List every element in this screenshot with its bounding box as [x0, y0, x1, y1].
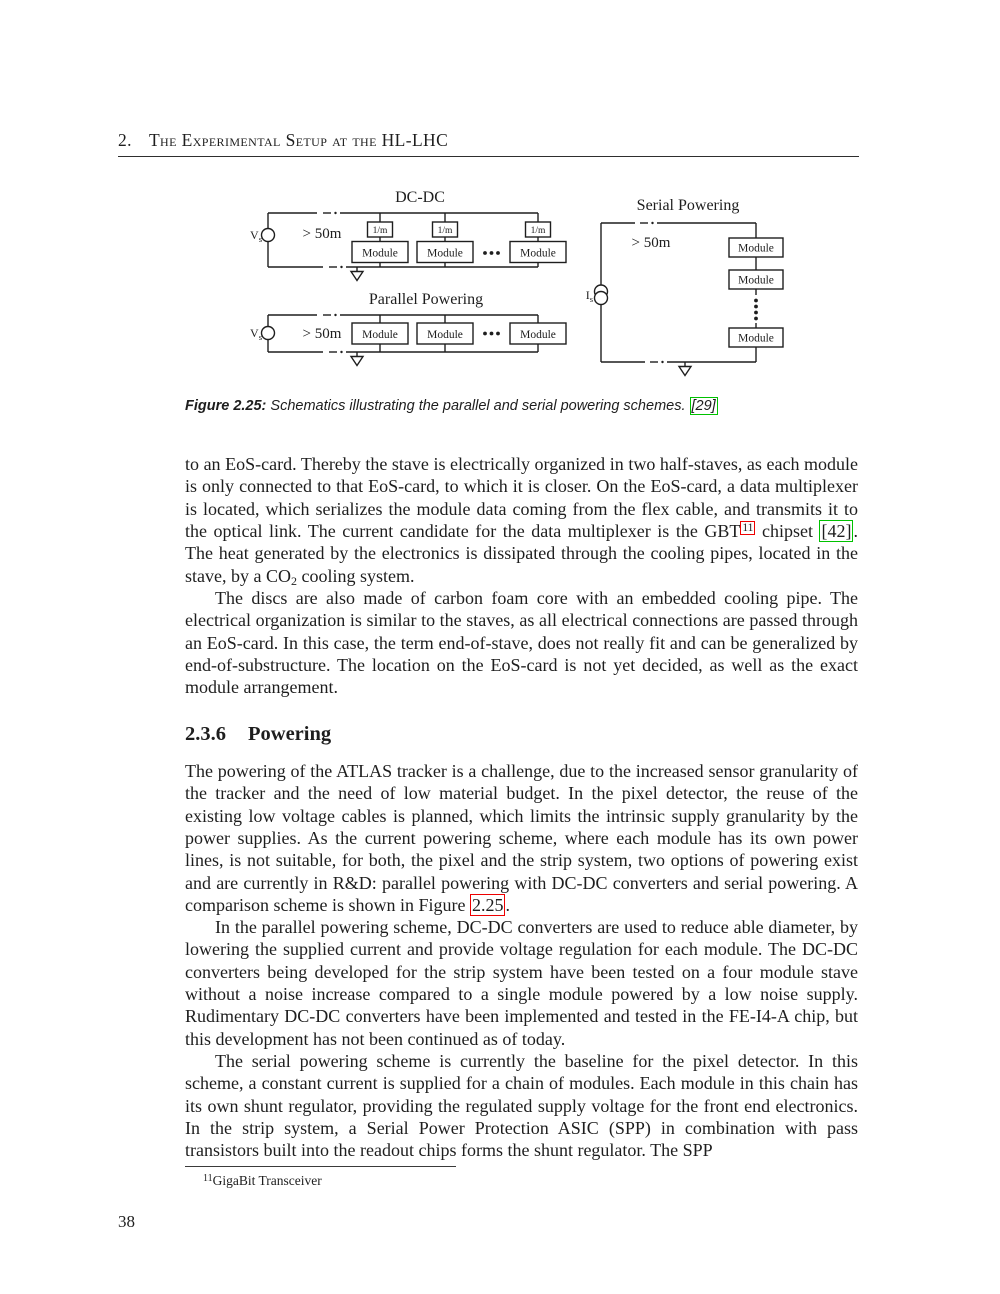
- figure-2-25-schematic: [245, 185, 870, 390]
- section-title: Powering: [248, 723, 332, 745]
- dcdc-converter-label: 1/m: [372, 226, 388, 236]
- parallel-module-label: Module: [427, 329, 463, 341]
- caption-text: Schematics illustrating the parallel and serial powering schemes.: [270, 398, 686, 414]
- serial-cable-length-label: > 50m: [631, 235, 671, 251]
- serial-circuit: [586, 197, 783, 376]
- serial-module-label: Module: [738, 274, 774, 287]
- dcdc-converter-label: 1/m: [437, 226, 453, 236]
- footnote-text: GigaBit Transceiver: [212, 1173, 322, 1188]
- section-heading: [185, 723, 858, 746]
- figure-caption: [185, 398, 865, 414]
- wire-break-dot: [661, 361, 663, 363]
- ellipsis-dots: [483, 251, 500, 255]
- p1-text: to an EoS-card. Thereby the stave is electrically organized in two half-staves, as each module is only connected to that EoS-card, to which it is closer. On the EoS-card, a data multiplexer is located, which serializes the module data coming from the flex cable, and transmits it to the optical link. The current candidate for the data multiplexer is the GBT: [185, 454, 858, 542]
- paragraph-1: [185, 453, 858, 587]
- serial-source-label: $I_s$: [585, 288, 593, 304]
- page-number: 38: [118, 1212, 135, 1231]
- citation-link-42[interactable]: [42]: [821, 521, 852, 542]
- citation-link-29[interactable]: [29]: [691, 398, 716, 414]
- parallel-source-label: $V_s$: [250, 326, 262, 342]
- wire-break-dot: [651, 222, 653, 224]
- chapter-number: 2.: [118, 130, 132, 150]
- paragraph-5: [185, 1050, 858, 1162]
- dcdc-source-label: $V_s$: [250, 228, 262, 244]
- chapter-title: The Experimental Setup at the HL-LHC: [148, 130, 449, 150]
- dcdc-title: DC-DC: [395, 189, 445, 206]
- ground-icon: [679, 367, 691, 376]
- footnote-rule: [185, 1166, 456, 1167]
- paragraph-4: [185, 916, 858, 1050]
- dcdc-module-label: Module: [362, 247, 398, 260]
- wire-break-dot: [340, 351, 342, 353]
- serial-module-label: Module: [738, 242, 774, 255]
- caption-label: Figure 2.25:: [185, 398, 267, 414]
- footnote-ref-link[interactable]: 11: [742, 522, 754, 535]
- p1-text: chipset: [755, 521, 820, 542]
- ellipsis-dots: [483, 332, 500, 336]
- dcdc-cable-length-label: > 50m: [302, 226, 342, 242]
- wire-break-dot: [334, 212, 336, 214]
- current-source-icon: [595, 292, 608, 305]
- wire-break-dot: [334, 314, 336, 316]
- figure-ref-link[interactable]: 2.25: [471, 895, 504, 916]
- serial-title: Serial Powering: [636, 197, 740, 214]
- voltage-source-icon: [262, 229, 275, 242]
- section-number: 2.3.6: [185, 723, 226, 745]
- parallel-cable-length-label: > 50m: [302, 326, 342, 342]
- parallel-title: Parallel Powering: [368, 291, 484, 308]
- ground-icon: [351, 272, 363, 281]
- p3-text: .: [505, 895, 510, 916]
- dcdc-module-label: Module: [520, 247, 556, 260]
- parallel-module-label: Module: [362, 329, 398, 341]
- dcdc-converter-label: 1/m: [530, 226, 546, 236]
- footnote: [203, 1173, 703, 1189]
- serial-module-label: Module: [738, 332, 774, 345]
- chapter-header: [118, 130, 859, 157]
- voltage-source-icon: [262, 327, 275, 340]
- powering-schemes-svg: [245, 185, 870, 390]
- paragraph-2: [185, 587, 858, 699]
- parallel-module-label: Module: [520, 329, 556, 341]
- p2-text: The discs are also made of carbon foam core with an embedded cooling pipe. The electrical organization is similar to the staves, as all electrical connections are passed through an EoS-card. In this case, the term end-of-stave, does not really fit and can be generalized by end-of-substructure. The location on the EoS-card is not yet decided, as well as the exact module arrangement.: [185, 588, 858, 698]
- dcdc-module-label: Module: [427, 247, 463, 260]
- footnote-marker: 11: [203, 1173, 213, 1184]
- wire-break-dot: [340, 266, 342, 268]
- dcdc-circuit: [250, 189, 566, 281]
- ground-icon: [351, 357, 363, 366]
- parallel-circuit: [250, 291, 566, 366]
- paragraph-3: [185, 760, 858, 916]
- p3-text: The powering of the ATLAS tracker is a challenge, due to the increased sensor granularity of the tracker and the need of low material budget. In the pixel detector, the reuse of the existing low voltage cables is planned, which limits the intrinsic supply granularity by the power supplies. As the current powering scheme, where each module has its own power lines, is not suitable, for both, the pixel and the strip system, two options of powering exist and are currently in R&D: parallel powering with DC-DC converters and serial powering. A comparison scheme is shown in Figure: [185, 761, 858, 916]
- p1-text: cooling system.: [296, 565, 415, 586]
- p1-text: . The heat generated by the electronics is dissipated through the cooling pipes, located in the stave, by a CO: [185, 521, 858, 586]
- co2-subscript: 2: [290, 573, 297, 588]
- p5-text: The serial powering scheme is currently the baseline for the pixel detector. In this scheme, a constant current is supplied for a chain of modules. Each module in this chain has its own shunt regulator, providing the regulated supply voltage for the front end electronics. In the strip system, a Serial Power Protection ASIC (SPP) in combination with pass transistors built into the readout chips forms the shunt regulator. The SPP: [185, 1051, 858, 1161]
- p4-text: In the parallel powering scheme, DC-DC converters are used to reduce able diameter, by lowering the supplied current and provide voltage regulation for each module. The DC-DC converters being developed for the strip system have been tested on a four module stave without a noise increase compared to a single module powered by a low noise supply. Rudimentary DC-DC converters have been implemented and tested in the FE-I4-A chip, but this development has not been continued as of today.: [185, 917, 858, 1049]
- vertical-ellipsis-dots: [754, 299, 758, 321]
